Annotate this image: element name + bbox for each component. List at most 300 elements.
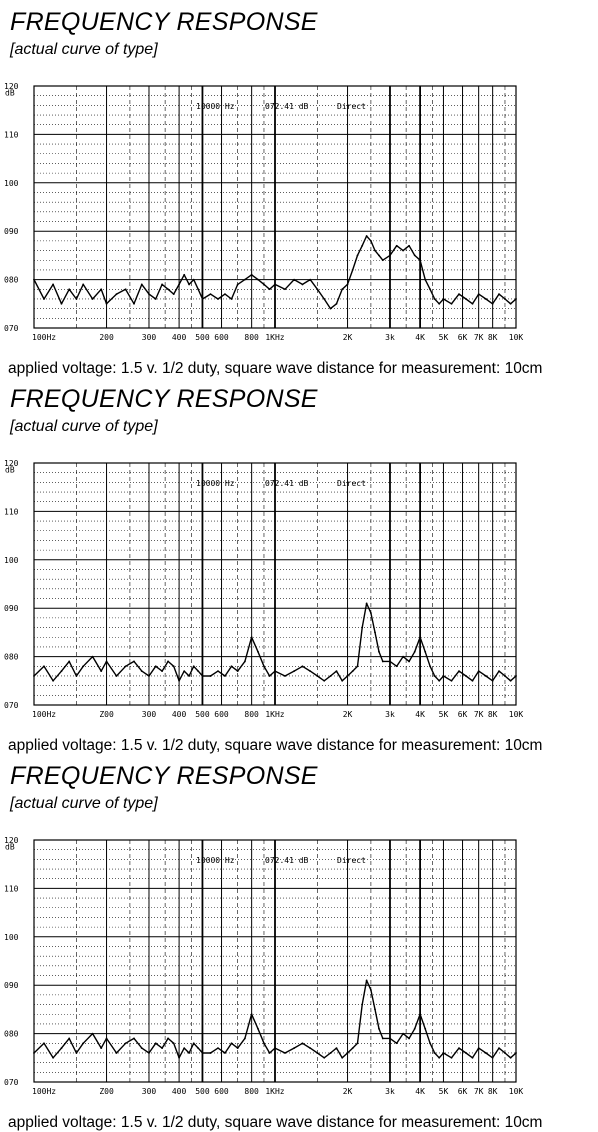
y-tick-label: 110 [4,507,19,517]
data-point [178,1057,180,1059]
data-point [92,656,94,658]
data-point [167,288,169,290]
data-point [217,1047,219,1049]
x-tick-label: 10K [508,710,524,719]
y-tick-label: 100 [4,932,19,942]
data-point [125,288,127,290]
data-point [274,1047,276,1049]
x-tick-label: 5K [438,710,449,719]
x-tick-label: 3k [385,710,395,719]
data-point [293,1047,295,1049]
data-point [414,1028,416,1030]
data-point [485,298,487,300]
annotation-mode: Direct [337,102,366,111]
data-point [167,1038,169,1040]
data-point [352,269,354,271]
data-point [370,240,372,242]
data-point [317,288,319,290]
data-point [485,675,487,677]
data-point [52,680,54,682]
data-point [352,670,354,672]
x-tick-label: 4K [415,1087,425,1096]
data-point [68,288,70,290]
x-tick-label: 100Hz [32,333,57,342]
data-point [284,675,286,677]
data-point [76,298,78,300]
data-point [443,1052,445,1054]
y-tick-label: 080 [4,1029,19,1039]
data-point [382,661,384,663]
data-point [68,1038,70,1040]
data-point [347,284,349,286]
data-point [197,670,199,672]
data-point [155,665,157,667]
data-point [284,288,286,290]
data-point [193,1042,195,1044]
data-point [61,303,63,305]
data-point [231,298,233,300]
data-point [106,661,108,663]
data-point [193,279,195,281]
data-point [510,303,512,305]
y-tick-label: 090 [4,227,19,237]
data-point [106,303,108,305]
x-tick-label: 800 [244,1087,259,1096]
data-point [429,665,431,667]
data-point [366,235,368,237]
data-point [257,1028,259,1030]
data-point [100,1047,102,1049]
chart-subtitle: [actual curve of type] [10,41,158,58]
x-tick-label: 4K [415,333,425,342]
y-tick-label: 120 [4,459,19,468]
data-point [257,279,259,281]
x-tick-label: 600 [214,1087,229,1096]
data-point [116,293,118,295]
x-tick-label: 800 [244,333,259,342]
data-point [293,279,295,281]
annotation-level: 072.41 dB [265,856,309,865]
x-tick-label: 2K [342,710,353,719]
x-tick-label: 10K [508,1087,524,1096]
data-point [155,1042,157,1044]
data-point [244,1038,246,1040]
data-point [336,303,338,305]
y-tick-label: 120 [4,836,19,845]
data-point [374,632,376,634]
data-point [76,1052,78,1054]
data-point [309,670,311,672]
annotation-frequency: 10000 Hz [196,102,235,111]
data-point [61,670,63,672]
data-point [302,1042,304,1044]
data-point [438,680,440,682]
data-point [76,675,78,677]
y-tick-label: 120 [4,82,19,91]
data-point [68,661,70,663]
data-point [244,661,246,663]
x-tick-label: 300 [141,1087,157,1096]
data-point [498,293,500,295]
x-tick-label: 200 [99,333,114,342]
data-point [429,288,431,290]
data-point [251,1013,253,1015]
y-unit-label: dB [5,465,15,475]
x-tick-label: 2K [342,1087,353,1096]
data-point [257,651,259,653]
data-point [224,675,226,677]
x-tick-label: 1KHz [265,333,285,342]
data-point [438,1057,440,1059]
y-tick-label: 100 [4,555,19,565]
data-point [231,665,233,667]
chart-section-3 [0,754,598,1131]
data-point [357,665,359,667]
data-point [237,284,239,286]
x-tick-label: 800 [244,710,259,719]
data-point [510,680,512,682]
data-point [515,1052,517,1054]
measurement-caption: applied voltage: 1.5 v. 1/2 duty, square wave distance for measurement: 10cm [8,737,543,754]
data-point [361,1004,363,1006]
data-point [317,1052,319,1054]
x-tick-label: 3k [385,1087,395,1096]
data-point [504,298,506,300]
x-tick-label: 6K [457,1087,468,1096]
data-point [434,675,436,677]
data-point [173,1042,175,1044]
data-point [237,1047,239,1049]
data-point [148,1052,150,1054]
data-point [263,665,265,667]
data-point [498,670,500,672]
annotation-mode: Direct [337,856,366,865]
y-unit-label: dB [5,842,15,852]
x-tick-label: 400 [171,710,187,719]
data-point [341,1057,343,1059]
data-point [284,1052,286,1054]
data-point [396,665,398,667]
data-point [396,1042,398,1044]
x-tick-label: 500 [195,710,210,719]
data-point [424,279,426,281]
x-tick-label: 600 [214,333,229,342]
data-point [100,670,102,672]
data-point [141,284,143,286]
chart-title: FREQUENCY RESPONSE [10,385,318,413]
data-point [125,1042,127,1044]
data-point [414,651,416,653]
data-point [82,1042,84,1044]
data-point [478,670,480,672]
data-point [341,680,343,682]
data-point [434,1052,436,1054]
data-point [419,636,421,638]
data-point [173,293,175,295]
data-point [492,680,494,682]
data-point [336,1047,338,1049]
data-point [317,675,319,677]
data-point [389,255,391,257]
data-point [197,1047,199,1049]
data-point [434,298,436,300]
x-tick-label: 8K [487,1087,498,1096]
x-tick-label: 300 [141,333,157,342]
data-point [443,298,445,300]
x-tick-label: 10K [508,333,524,342]
data-point [419,259,421,261]
data-point [498,1047,500,1049]
data-point [478,293,480,295]
frequency-response-chart [0,66,598,356]
data-point [478,1047,480,1049]
chart-title: FREQUENCY RESPONSE [10,762,318,790]
data-point [424,1028,426,1030]
data-point [183,1047,185,1049]
y-tick-label: 080 [4,275,19,285]
data-point [366,602,368,604]
data-point [357,1042,359,1044]
data-point [43,665,45,667]
data-point [161,284,163,286]
data-point [472,680,474,682]
data-point [210,1052,212,1054]
data-point [370,612,372,614]
data-point [485,1052,487,1054]
data-point [133,661,135,663]
data-point [148,675,150,677]
data-point [472,1057,474,1059]
data-point [161,670,163,672]
x-tick-label: 300 [141,710,157,719]
data-point [492,303,494,305]
data-point [269,1052,271,1054]
data-point [141,670,143,672]
data-point [293,670,295,672]
x-tick-label: Z00 [99,710,114,719]
data-point [33,279,35,281]
frequency-response-chart [0,820,598,1110]
data-point [402,250,404,252]
x-tick-label: 400 [171,1087,187,1096]
data-point [374,1009,376,1011]
data-point [125,665,127,667]
data-point [396,245,398,247]
x-tick-label: 6K [457,333,468,342]
x-tick-label: 2K [342,333,353,342]
data-point [472,303,474,305]
data-point [161,1047,163,1049]
data-point [465,1052,467,1054]
data-point [217,298,219,300]
data-point [263,284,265,286]
data-point [465,298,467,300]
data-point [429,1042,431,1044]
data-point [188,675,190,677]
frequency-response-chart [0,443,598,733]
data-point [378,651,380,653]
y-unit-label: dB [5,88,15,98]
data-point [515,298,517,300]
data-point [188,284,190,286]
data-point [458,1047,460,1049]
data-point [323,1057,325,1059]
data-point [408,245,410,247]
x-tick-label: 4K [415,710,425,719]
data-point [458,293,460,295]
data-point [52,284,54,286]
data-point [357,255,359,257]
data-point [347,1052,349,1054]
data-point [167,661,169,663]
x-tick-label: 3k [385,333,395,342]
data-point [370,989,372,991]
data-point [451,680,453,682]
y-tick-label: 090 [4,604,19,614]
data-point [402,1033,404,1035]
x-tick-label: 600 [214,710,229,719]
y-tick-label: 070 [4,701,19,710]
data-point [106,1038,108,1040]
data-point [302,284,304,286]
data-point [269,288,271,290]
data-point [183,670,185,672]
data-point [492,1057,494,1059]
annotation-level: 072.41 dB [265,479,309,488]
data-point [92,1033,94,1035]
data-point [347,675,349,677]
data-point [274,284,276,286]
data-point [116,675,118,677]
data-point [33,1052,35,1054]
y-tick-label: 080 [4,652,19,662]
data-point [309,279,311,281]
x-tick-label: 8K [487,710,498,719]
x-tick-label: 7K [473,1087,484,1096]
data-point [382,1038,384,1040]
data-point [458,670,460,672]
data-point [141,1047,143,1049]
data-point [378,1028,380,1030]
data-point [330,675,332,677]
annotation-frequency: 10000 Hz [196,479,235,488]
data-point [61,1047,63,1049]
data-point [100,288,102,290]
data-point [323,680,325,682]
data-point [424,651,426,653]
data-point [183,274,185,276]
data-point [389,1038,391,1040]
data-point [361,627,363,629]
data-point [251,636,253,638]
x-tick-label: 5K [438,333,449,342]
x-tick-label: 500 [195,333,210,342]
y-tick-label: 070 [4,1078,19,1087]
data-point [374,250,376,252]
x-tick-label: 7K [473,710,484,719]
data-point [323,298,325,300]
data-point [361,245,363,247]
data-point [224,293,226,295]
data-point [504,1052,506,1054]
data-point [274,670,276,672]
data-point [148,293,150,295]
data-point [251,274,253,276]
data-point [82,665,84,667]
data-point [414,255,416,257]
chart-section-1 [0,0,598,377]
data-point [210,293,212,295]
y-tick-label: 090 [4,981,19,991]
data-point [43,1042,45,1044]
data-point [330,308,332,310]
data-point [197,288,199,290]
data-point [408,661,410,663]
data-point [178,680,180,682]
data-point [504,675,506,677]
chart-subtitle: [actual curve of type] [10,795,158,812]
measurement-caption: applied voltage: 1.5 v. 1/2 duty, square wave distance for measurement: 10cm [8,1114,543,1131]
x-tick-label: 500 [195,1087,210,1096]
data-point [408,1038,410,1040]
x-tick-label: 1KHz [265,710,285,719]
annotation-frequency: 10000 Hz [196,856,235,865]
data-point [515,675,517,677]
x-tick-label: 8K [487,333,498,342]
data-point [43,298,45,300]
x-tick-label: 6K [457,710,468,719]
data-point [237,670,239,672]
data-point [389,661,391,663]
data-point [336,670,338,672]
data-point [352,1047,354,1049]
data-point [210,675,212,677]
data-point [438,303,440,305]
annotation-mode: Direct [337,479,366,488]
data-point [269,675,271,677]
measurement-caption: applied voltage: 1.5 v. 1/2 duty, square wave distance for measurement: 10cm [8,360,543,377]
data-point [451,303,453,305]
data-point [465,675,467,677]
chart-section-2 [0,377,598,754]
x-tick-label: Z00 [99,1087,114,1096]
data-point [188,1052,190,1054]
data-point [202,298,204,300]
data-point [382,259,384,261]
data-point [309,1047,311,1049]
data-point [378,255,380,257]
data-point [133,1038,135,1040]
data-point [82,284,84,286]
data-point [302,665,304,667]
data-point [402,656,404,658]
data-point [366,979,368,981]
data-point [52,1057,54,1059]
data-point [202,675,204,677]
data-point [178,284,180,286]
data-point [173,665,175,667]
data-point [33,675,35,677]
x-tick-label: 100Hz [32,710,57,719]
x-tick-label: 5K [438,1087,449,1096]
data-point [116,1052,118,1054]
data-point [451,1057,453,1059]
data-point [133,303,135,305]
data-point [443,675,445,677]
x-tick-label: 1KHz [265,1087,285,1096]
chart-title: FREQUENCY RESPONSE [10,8,318,36]
data-point [244,279,246,281]
